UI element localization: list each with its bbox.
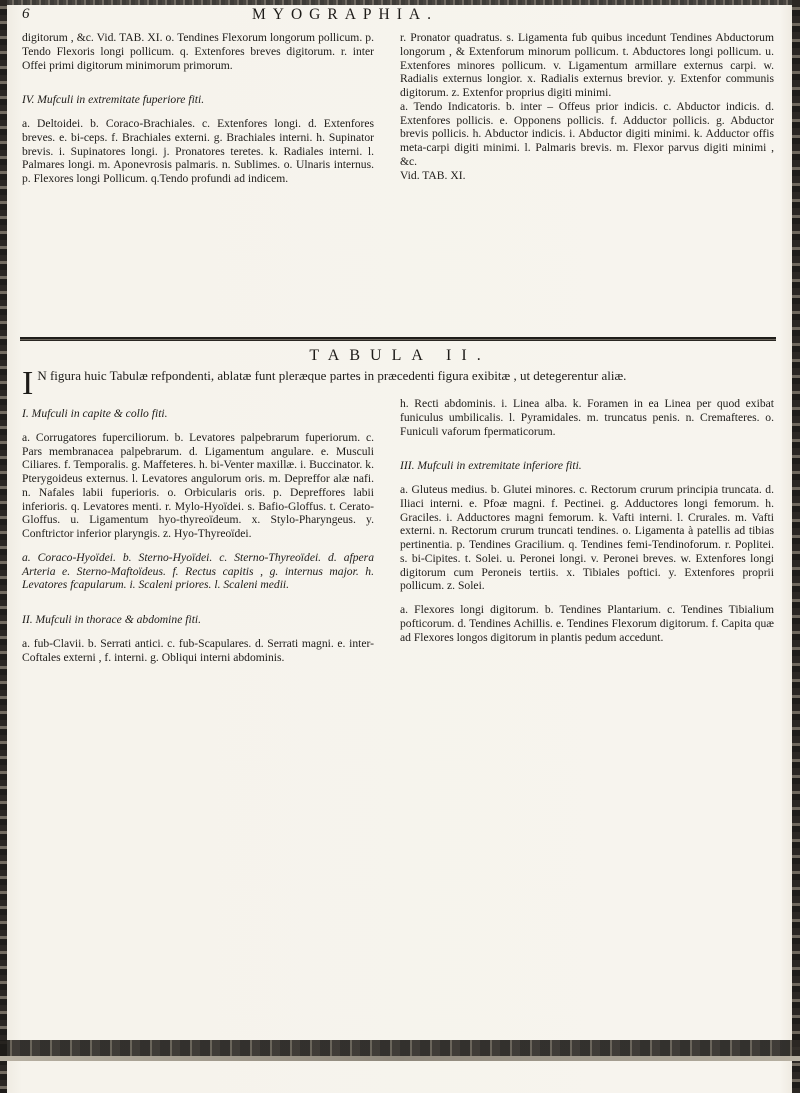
section-heading-iv: IV. Mufculi in extremitate fuperiore fiti. xyxy=(22,93,205,107)
bottom-border xyxy=(0,1040,800,1056)
page-number: 6 xyxy=(22,6,30,22)
neck-muscles-list: a. Coraco-Hyoïdei. b. Sterno-Hyoïdei. c. Sterno-Thyreoïdei. d. afpera Arteria e. Sterno-Maftoïdeus. f. Rectus capitis , g. internus major. h. Levatores fcapularum. i. Scaleni priores. l. Scaleni medii. xyxy=(22,550,374,592)
bottom-left-column xyxy=(22,397,374,664)
left-page-edge xyxy=(0,0,7,1093)
thorax-muscles-list: a. fub-Clavii. b. Serrati antici. c. fub-Scapulares. d. Serrati magni. e. inter-Coftales externi , f. interni. g. Obliqui interni abdominis. xyxy=(22,636,374,664)
section-heading-ii: II. Mufculi in thorace & abdomine fiti. xyxy=(22,613,202,626)
plate-title: TABULA II. xyxy=(309,347,491,364)
table-reference: Vid. TAB. XI. xyxy=(400,168,466,182)
foot-tendons-list: a. Flexores longi digitorum. b. Tendines Plantarium. c. Tendines Tibialium pofticorum. d. Tendines Achillis. e. Tendines Flexorum digitorum. f. Capita quæ ad Flexores longos digitorum in plantis pedum accedunt. xyxy=(400,603,774,644)
upper-limb-muscles-list: a. Deltoidei. b. Coraco-Brachiales. c. Extenfores longi. d. Extenfores breves. e. bi-ceps. f. Brachiales externi. g. Brachiales interni. h. Supinator brevis. i. Supinatores longi. j. Pronatores teretes. k. Radiales interni. l. Palmares longi. m. Aponevrosis palmaris. n. Sublimes. o. Ulnaris internus. p. Flexores longi Pollicum. q.Tendo profundi ad indicem. xyxy=(22,117,374,185)
bottom-border-shade xyxy=(0,1056,800,1061)
section-heading-i: I. Mufculi in capite & collo fiti. xyxy=(22,407,168,420)
top-right-column xyxy=(400,31,774,182)
plate-intro xyxy=(22,365,774,402)
right-page-edge xyxy=(792,0,800,1093)
hand-muscles-list: a. Tendo Indicatoris. b. inter – Offeus prior indicis. c. Abductor indicis. d. Extenfores pollicis. e. Opponens pollicis. f. Adductor pollicis. g. Abductor brevis pollicis. h. Abductor indicis. i. Abductor digiti minimi. k. Adductor offis meta-carpi digiti minimi. l. Palmaris brevis. m. Flexor parvus digiti minimi , &c. xyxy=(400,99,774,168)
page-header xyxy=(22,6,774,28)
running-title: MYOGRAPHIA. xyxy=(252,6,438,23)
bottom-right-column xyxy=(400,397,774,644)
head-neck-muscles-list: a. Corrugatores fuperciliorum. b. Levatores palpebrarum fuperiorum. c. Pars membranacea palpebrarum. d. Ligamentum angulare. e. Musculi Ciliares. f. Temporalis. g. Maffeteres. h. bi-Venter maxillæ. i. Buccinator. k. Pterygoideus externus. l. Levatores angulorum oris. m. Depreffor alæ nafi. n. Nafales labii fuperioris. o. Orbicularis oris. p. Depreffores labii inferioris. q. Levatores menti. r. Mylo-Hyoïdei. s. Bafio-Gloffus. t. Cerato-Gloffus. u. Ligamentum hyo-thyreoïdeum. x. Stylo-Pharyngeus. y. Conftrictor inferior plaryngis. z. Hyo-Thyreoïdei. xyxy=(22,430,374,540)
drop-cap: I xyxy=(22,365,34,402)
forearm-muscles-list: r. Pronator quadratus. s. Ligamenta fub quibus incedunt Tendines Abductorum longorum , & Extenforum minorum pollicum. t. Abductores longi pollicum. u. Extenfores minores pollicum. v. Ligamentum armillare externus carpi. w. Radialis externus longior. x. Radialis externus brevior. y. Extenfor communis digitorum. z. Extenfor proprius digiti minimi. xyxy=(400,31,774,99)
top-border xyxy=(0,0,800,5)
plate-intro-text: N figura huic Tabulæ refpondenti, ablatæ funt pleræque partes in præcedenti figura exibitæ , ut detegerentur aliæ. xyxy=(37,368,627,383)
section-divider xyxy=(20,337,776,341)
lower-limb-muscles-list: a. Gluteus medius. b. Glutei minores. c. Rectorum crurum principia truncata. d. Iliaci interni. e. Pfoæ magni. f. Pectinei. g. Adductores longi femorum. h. Graciles. i. Adductores magni femorum. k. Vafti interni. l. Crurales. m. Vafti externi. n. Rectorum crurum truncati tendines. o. Ligamenta à patellis ad tibias pertinentia. p. Tendines Gracilium. q. Tendines femi-Tendinoforum. r. Poplitei. s. bi-Cipites. t. Solei. u. Peronei longi. v. Peronei breves. w. Extenfores longi digitorum cum Peroneis tertiis. x. Tibiales poftici. y. Extenfores proprii pollicum. z. Solei. xyxy=(400,483,774,593)
section-heading-iii: III. Mufculi in extremitate inferiore fiti. xyxy=(400,459,582,473)
top-left-column xyxy=(22,31,374,186)
abdomen-muscles-list: h. Recti abdominis. i. Linea alba. k. Foramen in ea Linea per quod exibat funiculus umbilicalis. l. Pyramidales. m. truncatus penis. n. Cremafteres. o. Funiculi vaforum fpermaticorum. xyxy=(400,397,774,438)
continued-paragraph: digitorum , &c. Vid. TAB. XI. o. Tendines Flexorum longorum pollicum. p. Tendo Flexoris longi pollicum. q. Extenfores breves digitorum. r. inter Offei primi digitorum minimorum primorum. xyxy=(22,31,374,72)
